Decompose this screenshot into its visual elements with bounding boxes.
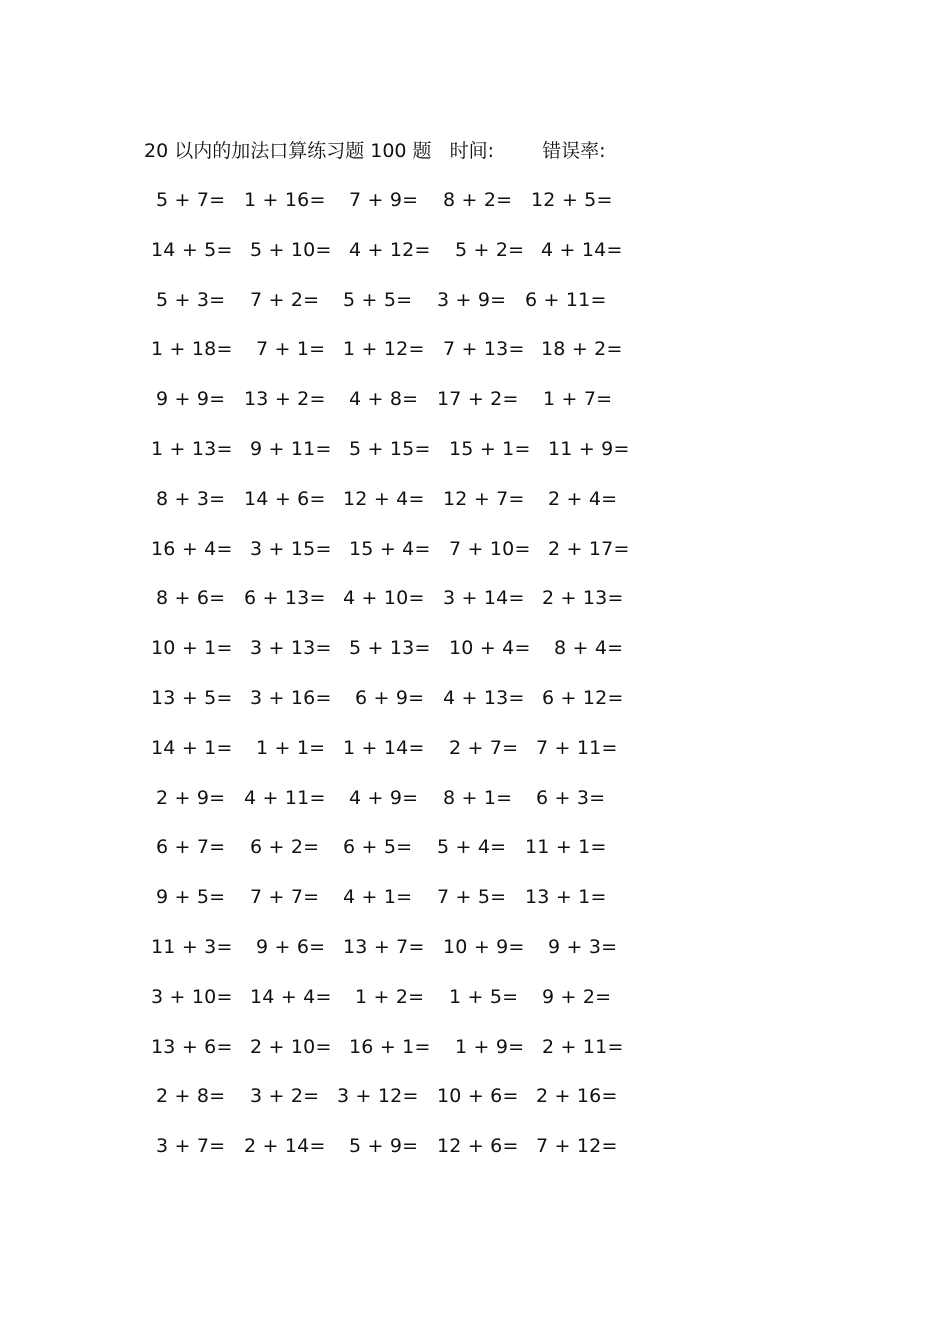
addition-problem: 3 + 2= — [250, 1085, 320, 1108]
addition-problem: 3 + 9= — [437, 288, 507, 311]
addition-problem: 4 + 9= — [349, 786, 419, 809]
addition-problem: 3 + 7= — [156, 1135, 226, 1158]
addition-problem: 14 + 4= — [250, 985, 332, 1008]
addition-problem: 3 + 14= — [443, 587, 525, 610]
addition-problem: 9 + 2= — [542, 985, 612, 1008]
addition-problem: 9 + 11= — [250, 437, 332, 460]
addition-problem: 2 + 16= — [536, 1085, 618, 1108]
addition-problem: 8 + 3= — [156, 487, 226, 510]
addition-problem: 2 + 13= — [542, 587, 624, 610]
addition-problem: 6 + 13= — [244, 587, 326, 610]
addition-problem: 4 + 12= — [349, 238, 431, 261]
addition-problem: 9 + 3= — [548, 935, 618, 958]
addition-problem: 4 + 13= — [443, 686, 525, 709]
addition-problem: 7 + 11= — [536, 736, 618, 759]
addition-problem: 5 + 13= — [349, 637, 431, 660]
addition-problem: 2 + 10= — [250, 1035, 332, 1058]
addition-problem: 7 + 9= — [349, 189, 419, 211]
addition-problem: 7 + 1= — [256, 338, 326, 361]
addition-problem: 10 + 1= — [151, 637, 233, 660]
worksheet-header — [144, 137, 605, 165]
addition-problem: 10 + 6= — [437, 1085, 519, 1108]
problem-row — [0, 833, 950, 883]
addition-problem: 1 + 9= — [455, 1035, 525, 1058]
addition-problem: 5 + 15= — [349, 437, 431, 460]
addition-problem: 6 + 5= — [343, 836, 413, 859]
addition-problem: 1 + 7= — [543, 388, 613, 411]
problem-row — [0, 435, 950, 485]
addition-problem: 5 + 2= — [455, 238, 525, 261]
addition-problem: 7 + 5= — [437, 886, 507, 909]
addition-problem: 3 + 15= — [250, 537, 332, 560]
addition-problem: 5 + 4= — [437, 836, 507, 859]
addition-problem: 1 + 5= — [449, 985, 519, 1008]
addition-problem: 2 + 17= — [548, 537, 630, 560]
problem-row — [0, 535, 950, 585]
problem-grid — [0, 186, 950, 1182]
addition-problem: 13 + 2= — [244, 388, 326, 411]
addition-problem: 12 + 7= — [443, 487, 525, 510]
problem-row — [0, 485, 950, 535]
problem-row — [0, 1082, 950, 1132]
addition-problem: 2 + 11= — [542, 1035, 624, 1058]
addition-problem: 14 + 6= — [244, 487, 326, 510]
addition-problem: 14 + 5= — [151, 238, 233, 261]
addition-problem: 13 + 5= — [151, 686, 233, 709]
addition-problem: 5 + 5= — [343, 288, 413, 311]
addition-problem: 7 + 10= — [449, 537, 531, 560]
addition-problem: 16 + 4= — [151, 537, 233, 560]
problem-row — [0, 634, 950, 684]
addition-problem: 4 + 1= — [343, 886, 413, 909]
addition-problem: 9 + 6= — [256, 935, 326, 958]
addition-problem: 3 + 16= — [250, 686, 332, 709]
addition-problem: 1 + 14= — [343, 736, 425, 759]
addition-problem: 1 + 13= — [151, 437, 233, 460]
addition-problem: 15 + 1= — [449, 437, 531, 460]
addition-problem: 1 + 2= — [355, 985, 425, 1008]
addition-problem: 7 + 2= — [250, 288, 320, 311]
addition-problem: 7 + 13= — [443, 338, 525, 361]
addition-problem: 5 + 10= — [250, 238, 332, 261]
addition-problem: 7 + 7= — [250, 886, 320, 909]
addition-problem: 12 + 4= — [343, 487, 425, 510]
addition-problem: 2 + 8= — [156, 1085, 226, 1108]
addition-problem: 13 + 1= — [525, 886, 607, 909]
addition-problem: 11 + 3= — [151, 935, 233, 958]
addition-problem: 4 + 10= — [343, 587, 425, 610]
problem-row — [0, 734, 950, 784]
addition-problem: 8 + 2= — [443, 189, 513, 211]
addition-problem: 6 + 7= — [156, 836, 226, 859]
addition-problem: 1 + 18= — [151, 338, 233, 361]
addition-problem: 6 + 2= — [250, 836, 320, 859]
worksheet-title: 20 以内的加法口算练习题 100 题 — [144, 140, 432, 162]
addition-problem: 11 + 9= — [548, 437, 630, 460]
addition-problem: 5 + 7= — [156, 189, 226, 211]
problem-row — [0, 335, 950, 385]
addition-problem: 3 + 13= — [250, 637, 332, 660]
problem-row — [0, 684, 950, 734]
addition-problem: 3 + 10= — [151, 985, 233, 1008]
addition-problem: 15 + 4= — [349, 537, 431, 560]
problem-row — [0, 1132, 950, 1182]
addition-problem: 13 + 7= — [343, 935, 425, 958]
addition-problem: 1 + 1= — [256, 736, 326, 759]
addition-problem: 2 + 9= — [156, 786, 226, 809]
addition-problem: 6 + 11= — [525, 288, 607, 311]
problem-row — [0, 883, 950, 933]
addition-problem: 6 + 12= — [542, 686, 624, 709]
addition-problem: 6 + 3= — [536, 786, 606, 809]
addition-problem: 2 + 14= — [244, 1135, 326, 1158]
problem-row — [0, 236, 950, 286]
addition-problem: 10 + 4= — [449, 637, 531, 660]
addition-problem: 1 + 16= — [244, 189, 326, 211]
addition-problem: 7 + 12= — [536, 1135, 618, 1158]
addition-problem: 18 + 2= — [541, 338, 623, 361]
time-label: 时间: — [449, 140, 495, 162]
problem-row — [0, 286, 950, 336]
addition-problem: 8 + 6= — [156, 587, 226, 610]
problem-row — [0, 933, 950, 983]
addition-problem: 14 + 1= — [151, 736, 233, 759]
addition-problem: 12 + 5= — [531, 189, 613, 211]
addition-problem: 9 + 9= — [156, 388, 226, 411]
addition-problem: 5 + 9= — [349, 1135, 419, 1158]
addition-problem: 16 + 1= — [349, 1035, 431, 1058]
addition-problem: 8 + 4= — [554, 637, 624, 660]
addition-problem: 8 + 1= — [443, 786, 513, 809]
error-rate-label: 错误率: — [542, 140, 606, 162]
addition-problem: 4 + 8= — [349, 388, 419, 411]
problem-row — [0, 186, 950, 236]
addition-problem: 10 + 9= — [443, 935, 525, 958]
addition-problem: 3 + 12= — [337, 1085, 419, 1108]
problem-row — [0, 584, 950, 634]
addition-problem: 1 + 12= — [343, 338, 425, 361]
addition-problem: 12 + 6= — [437, 1135, 519, 1158]
addition-problem: 17 + 2= — [437, 388, 519, 411]
problem-row — [0, 1033, 950, 1083]
addition-problem: 4 + 14= — [541, 238, 623, 261]
problem-row — [0, 983, 950, 1033]
problem-row — [0, 385, 950, 435]
addition-problem: 2 + 7= — [449, 736, 519, 759]
addition-problem: 11 + 1= — [525, 836, 607, 859]
addition-problem: 4 + 11= — [244, 786, 326, 809]
addition-problem: 13 + 6= — [151, 1035, 233, 1058]
problem-row — [0, 784, 950, 834]
addition-problem: 9 + 5= — [156, 886, 226, 909]
addition-problem: 2 + 4= — [548, 487, 618, 510]
addition-problem: 6 + 9= — [355, 686, 425, 709]
addition-problem: 5 + 3= — [156, 288, 226, 311]
